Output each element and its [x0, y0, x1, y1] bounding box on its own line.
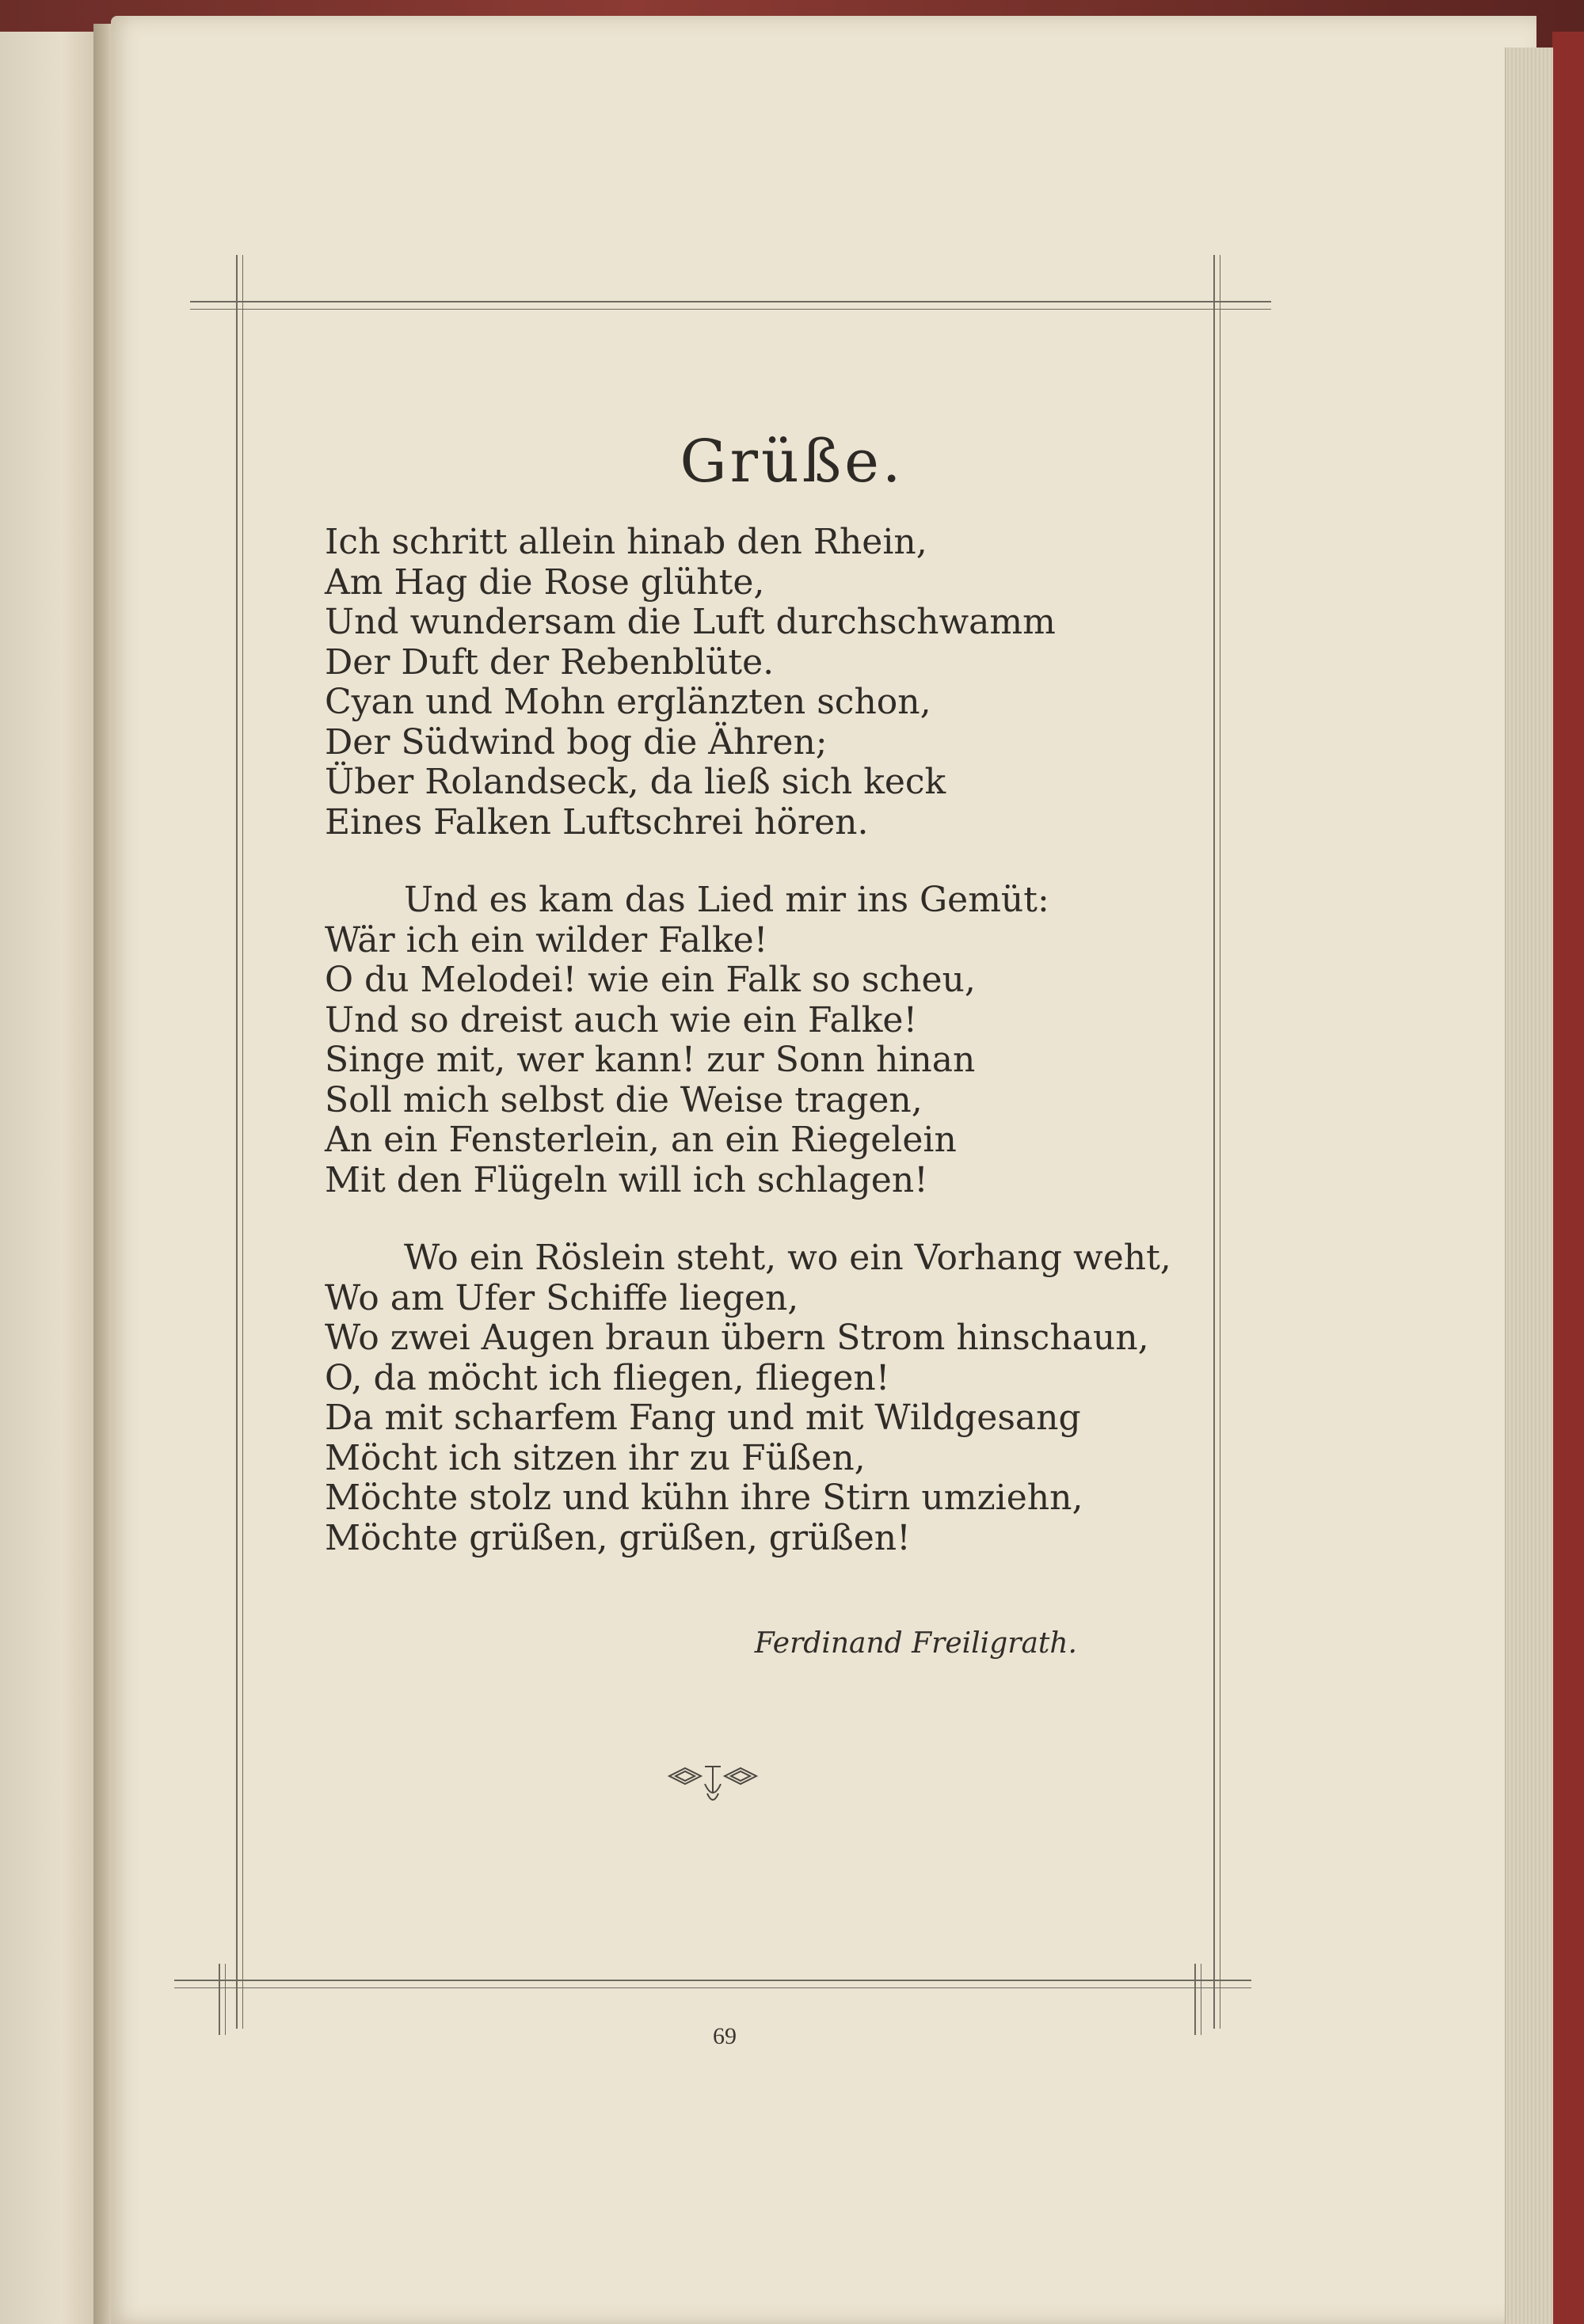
vignette-ornament-icon: [661, 1762, 764, 1809]
poem-line: Eines Falken Luftschrei hören.: [325, 801, 869, 842]
poem-line: Da mit scharfem Fang und mit Wildgesang: [325, 1398, 1081, 1438]
cover-edge: [1552, 32, 1584, 2324]
stanza-3: [325, 1238, 1212, 1558]
poem-line: Der Duft der Rebenblüte.: [325, 641, 775, 683]
poem-line: Und so dreist auch wie ein Falke!: [325, 999, 918, 1040]
poem-line: Über Rolandseck, da ließ sich keck: [325, 762, 946, 802]
poem-line: Mit den Flügeln will ich schlagen!: [325, 1159, 928, 1200]
page-number: 69: [713, 2023, 737, 2049]
poem-line: O du Melodei! wie ein Falk so scheu,: [325, 960, 976, 1000]
poem-line: O, da möcht ich fliegen, fliegen!: [325, 1357, 890, 1398]
poem-line: Und es kam das Lied mir ins Gemüt:: [404, 880, 1049, 920]
poem-line: An ein Fensterlein, an ein Riegelein: [325, 1120, 957, 1160]
poem-line: Möchte grüßen, grüßen, grüßen!: [325, 1517, 911, 1558]
left-page-edge: [0, 32, 105, 2324]
poem-line: Soll mich selbst die Weise tragen,: [325, 1079, 923, 1120]
poem-line: Wär ich ein wilder Falke!: [325, 919, 768, 960]
poem-line: Am Hag die Rose glühte,: [325, 561, 765, 603]
poem-line: Wo am Ufer Schiffe liegen,: [325, 1277, 799, 1318]
author-signature: Ferdinand Freiligrath.: [754, 1627, 1077, 1660]
poem-line: Der Südwind bog die Ähren;: [325, 721, 828, 763]
poem-line: Und wundersam die Luft durchschwamm: [325, 602, 1056, 642]
page-stack-edge: [1505, 48, 1553, 2324]
poem-line: Möcht ich sitzen ihr zu Füßen,: [325, 1437, 866, 1478]
poem-line: Cyan und Mohn erglänzten schon,: [325, 682, 931, 722]
poem-line: Singe mit, wer kann! zur Sonn hinan: [325, 1040, 976, 1080]
poem-title: Grüße.: [680, 428, 904, 496]
stanza-1: [325, 523, 1212, 842]
stanza-2: [325, 881, 1212, 1200]
poem-line: Wo ein Röslein steht, wo ein Vorhang weht,: [404, 1238, 1171, 1278]
poem-line: Wo zwei Augen braun übern Strom hinschaun,: [325, 1318, 1149, 1358]
poem-line: Möchte stolz und kühn ihre Stirn umziehn,: [325, 1478, 1083, 1518]
poem-body: [325, 523, 1212, 1596]
poem-line: Ich schritt allein hinab den Rhein,: [325, 522, 927, 562]
